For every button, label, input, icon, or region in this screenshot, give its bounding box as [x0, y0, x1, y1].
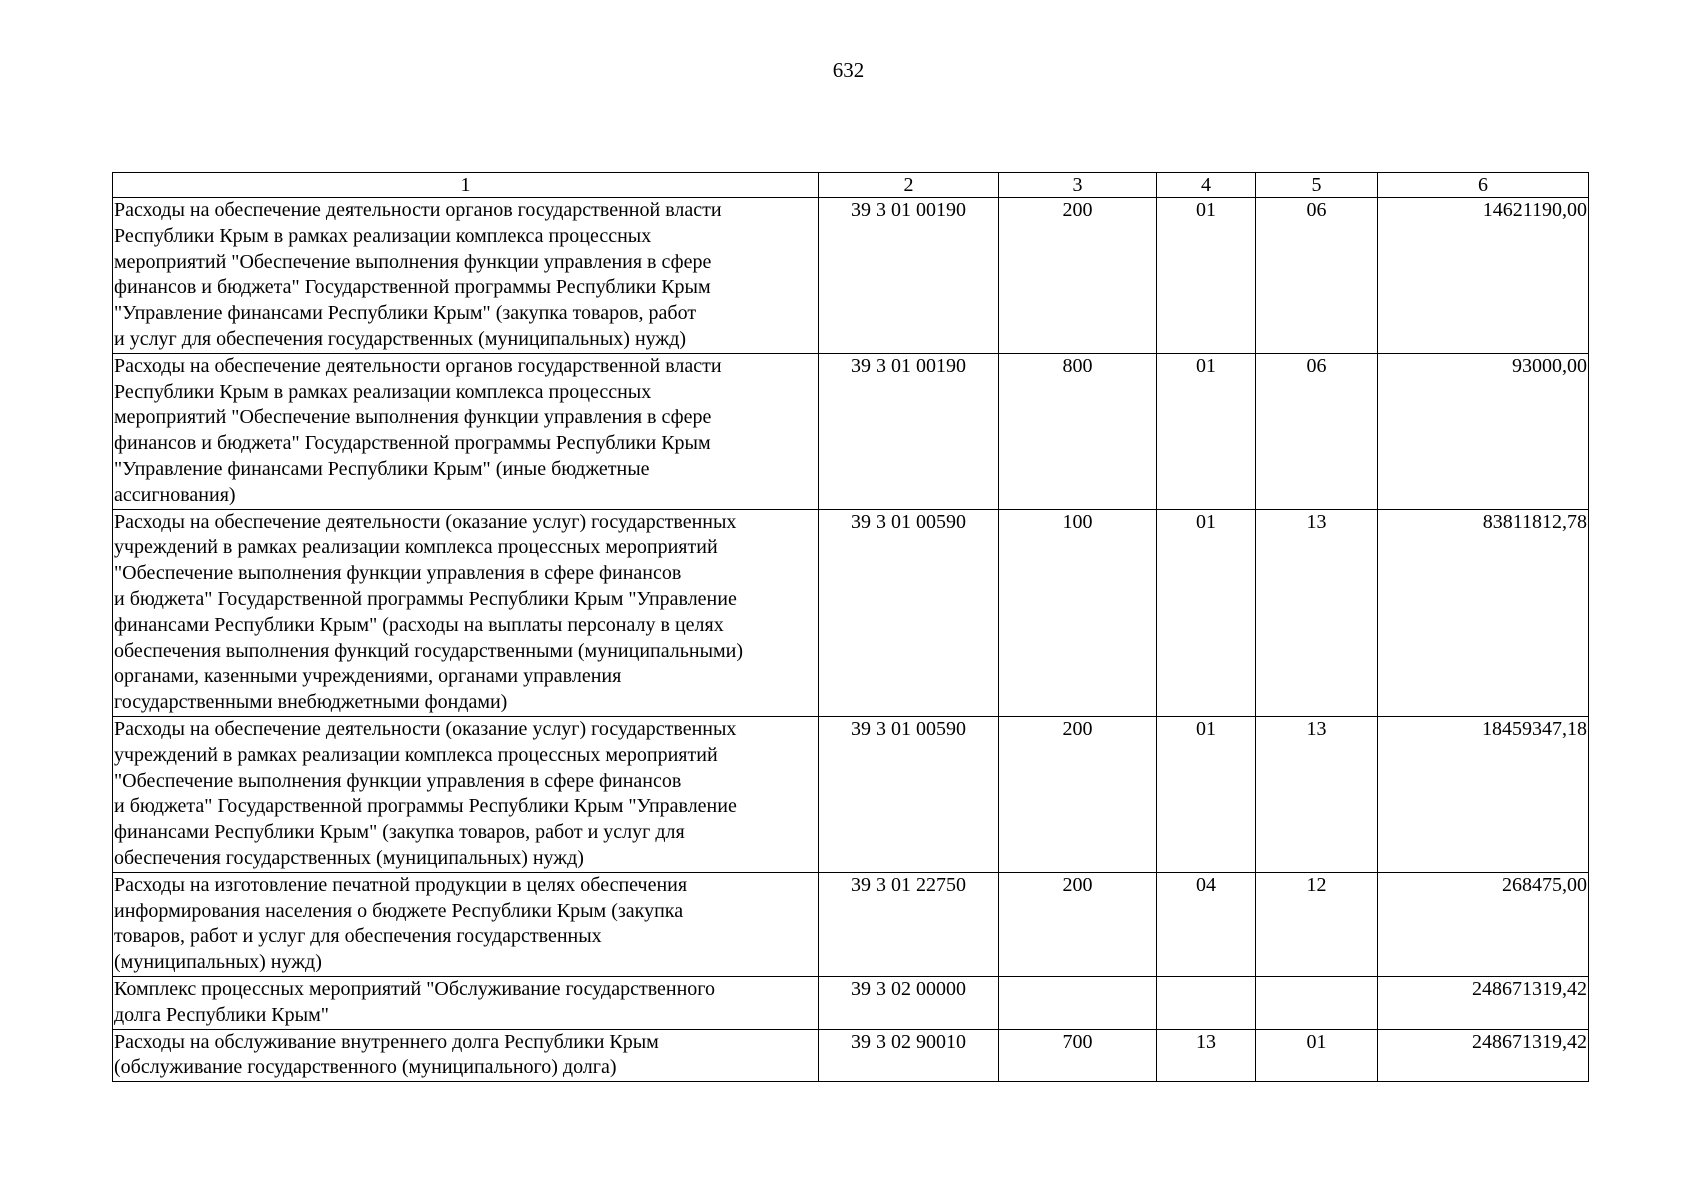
table-header-row — [113, 173, 1589, 198]
row-subsection: 01 — [1256, 1029, 1378, 1082]
row-amount: 93000,00 — [1378, 353, 1589, 509]
column-header-expense-type: 3 — [999, 173, 1157, 198]
row-code: 39 3 02 00000 — [819, 976, 999, 1029]
row-amount: 83811812,78 — [1378, 509, 1589, 716]
row-subsection: 06 — [1256, 353, 1378, 509]
row-description: Расходы на обслуживание внутреннего долга Республики Крым (обслуживание государственного (муниципального) долга) — [113, 1029, 819, 1082]
table-row — [113, 198, 1589, 354]
row-expense-type: 200 — [999, 198, 1157, 354]
column-header-section: 4 — [1157, 173, 1256, 198]
page-number: 632 — [832, 58, 865, 82]
row-section: 01 — [1157, 716, 1256, 872]
table-row — [113, 1029, 1589, 1082]
row-amount: 14621190,00 — [1378, 198, 1589, 354]
row-expense-type: 100 — [999, 509, 1157, 716]
row-description: Расходы на обеспечение деятельности (оказание услуг) государственных учреждений в рамках реализации комплекса процессных мероприятий "Обеспечение выполнения функции управления в сфере финансов и бюджета" Государственной программы Республики Крым "Управление финансами Республики Крым" (расходы на выплаты персоналу в целях обеспечения выполнения функций государственными (муниципальными) органами, казенными учреждениями, органами управления государственными внебюджетными фондами) — [113, 509, 819, 716]
row-amount: 248671319,42 — [1378, 976, 1589, 1029]
row-code: 39 3 01 00190 — [819, 353, 999, 509]
column-header-description: 1 — [113, 173, 819, 198]
budget-table — [112, 172, 1589, 1082]
row-expense-type — [999, 976, 1157, 1029]
row-section: 01 — [1157, 509, 1256, 716]
row-code: 39 3 01 00590 — [819, 716, 999, 872]
row-section: 13 — [1157, 1029, 1256, 1082]
row-expense-type: 700 — [999, 1029, 1157, 1082]
row-amount: 18459347,18 — [1378, 716, 1589, 872]
row-subsection: 06 — [1256, 198, 1378, 354]
table-row — [113, 716, 1589, 872]
row-code: 39 3 01 00590 — [819, 509, 999, 716]
column-header-subsection: 5 — [1256, 173, 1378, 198]
table-row — [113, 976, 1589, 1029]
column-header-amount: 6 — [1378, 173, 1589, 198]
column-header-code: 2 — [819, 173, 999, 198]
row-section: 01 — [1157, 198, 1256, 354]
row-description: Расходы на изготовление печатной продукции в целях обеспечения информирования населения о бюджете Республики Крым (закупка товаров, работ и услуг для обеспечения государственных (муниципальных) нужд) — [113, 872, 819, 976]
table-row — [113, 353, 1589, 509]
row-description: Комплекс процессных мероприятий "Обслуживание государственного долга Республики Крым" — [113, 976, 819, 1029]
row-subsection — [1256, 976, 1378, 1029]
table-row — [113, 872, 1589, 976]
table-row — [113, 509, 1589, 716]
row-section: 01 — [1157, 353, 1256, 509]
row-description: Расходы на обеспечение деятельности (оказание услуг) государственных учреждений в рамках реализации комплекса процессных мероприятий "Обеспечение выполнения функции управления в сфере финансов и бюджета" Государственной программы Республики Крым "Управление финансами Республики Крым" (закупка товаров, работ и услуг для обеспечения государственных (муниципальных) нужд) — [113, 716, 819, 872]
row-expense-type: 800 — [999, 353, 1157, 509]
row-code: 39 3 02 90010 — [819, 1029, 999, 1082]
row-subsection: 12 — [1256, 872, 1378, 976]
row-amount: 268475,00 — [1378, 872, 1589, 976]
row-subsection: 13 — [1256, 716, 1378, 872]
row-description: Расходы на обеспечение деятельности органов государственной власти Республики Крым в рамках реализации комплекса процессных мероприятий "Обеспечение выполнения функции управления в сфере финансов и бюджета" Государственной программы Республики Крым "Управление финансами Республики Крым" (закупка товаров, работ и услуг для обеспечения государственных (муниципальных) нужд) — [113, 198, 819, 354]
row-expense-type: 200 — [999, 716, 1157, 872]
row-code: 39 3 01 00190 — [819, 198, 999, 354]
row-description: Расходы на обеспечение деятельности органов государственной власти Республики Крым в рамках реализации комплекса процессных мероприятий "Обеспечение выполнения функции управления в сфере финансов и бюджета" Государственной программы Республики Крым "Управление финансами Республики Крым" (иные бюджетные ассигнования) — [113, 353, 819, 509]
row-expense-type: 200 — [999, 872, 1157, 976]
row-section — [1157, 976, 1256, 1029]
row-subsection: 13 — [1256, 509, 1378, 716]
row-amount: 248671319,42 — [1378, 1029, 1589, 1082]
row-code: 39 3 01 22750 — [819, 872, 999, 976]
row-section: 04 — [1157, 872, 1256, 976]
